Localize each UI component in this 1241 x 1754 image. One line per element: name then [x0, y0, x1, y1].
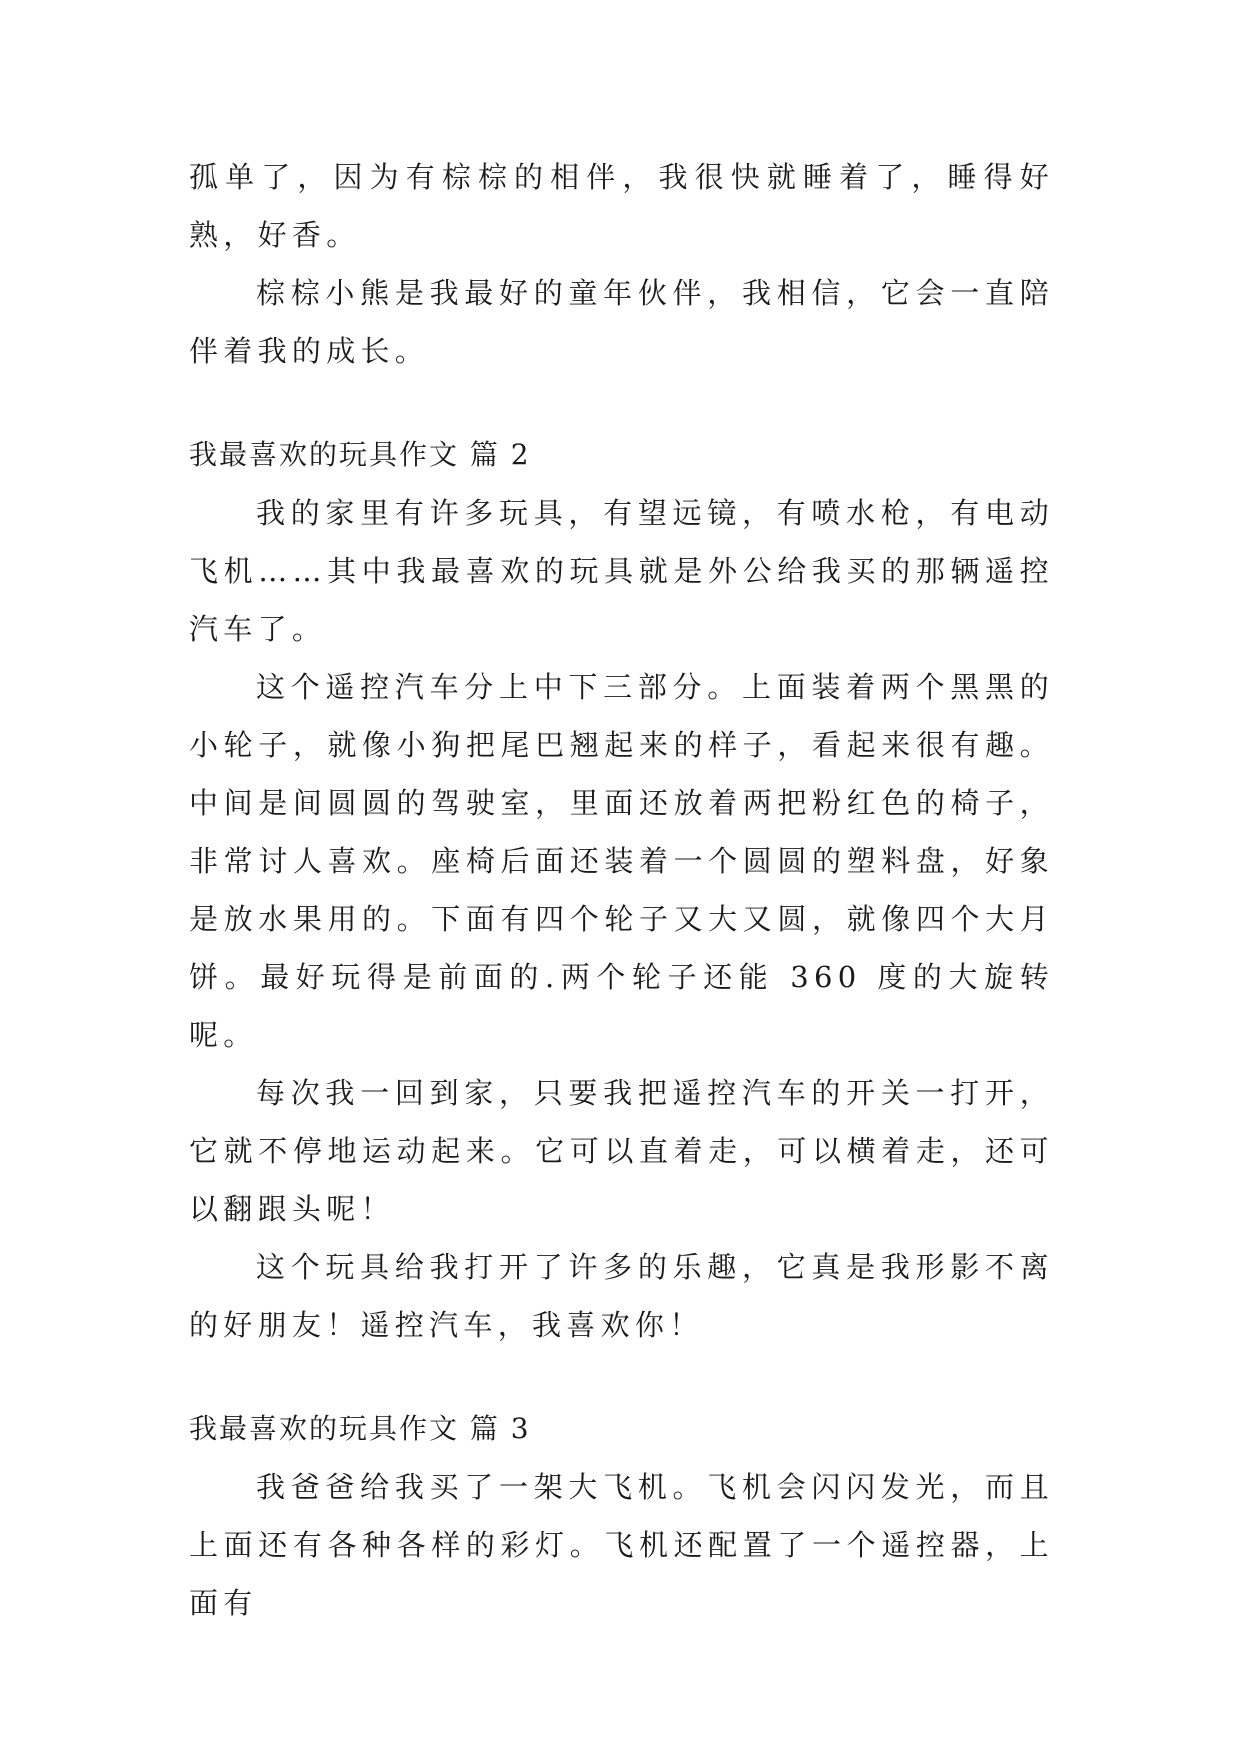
section-2-paragraph-3: 每次我一回到家，只要我把遥控汽车的开关一打开，它就不停地运动起来。它可以直着走，可以横着走，还可以翻跟头呢！: [189, 1076, 1054, 1226]
section-3-title: 我最喜欢的玩具作文 篇 3: [189, 1412, 531, 1445]
continued-paragraph: 孤单了，因为有棕棕的相伴，我很快就睡着了，睡得好熟，好香。: [189, 160, 1054, 252]
section-2-title: 我最喜欢的玩具作文 篇 2: [189, 438, 531, 471]
closing-paragraph: 棕棕小熊是我最好的童年伙伴，我相信，它会一直陪伴着我的成长。: [189, 276, 1054, 368]
section-spacer: [189, 1354, 1054, 1400]
document-body: [189, 148, 1054, 1632]
section-spacer: [189, 380, 1054, 426]
section-2-paragraph-4: 这个玩具给我打开了许多的乐趣，它真是我形影不离的好朋友！遥控汽车，我喜欢你！: [189, 1250, 1054, 1342]
section-2-paragraph-1: 我的家里有许多玩具，有望远镜，有喷水枪，有电动飞机……其中我最喜欢的玩具就是外公给我买的那辆遥控汽车了。: [189, 496, 1054, 646]
section-3-paragraph-1: 我爸爸给我买了一架大飞机。飞机会闪闪发光，而且上面还有各种各样的彩灯。飞机还配置了一个遥控器，上面有: [189, 1470, 1054, 1620]
section-2-paragraph-2: 这个遥控汽车分上中下三部分。上面装着两个黑黑的小轮子，就像小狗把尾巴翘起来的样子，看起来很有趣。中间是间圆圆的驾驶室，里面还放着两把粉红色的椅子，非常讨人喜欢。座椅后面还装着一个圆圆的塑料盘，好象是放水果用的。下面有四个轮子又大又圆，就像四个大月饼。最好玩得是前面的.两个轮子还能 360 度的大旋转呢。: [189, 670, 1054, 1052]
